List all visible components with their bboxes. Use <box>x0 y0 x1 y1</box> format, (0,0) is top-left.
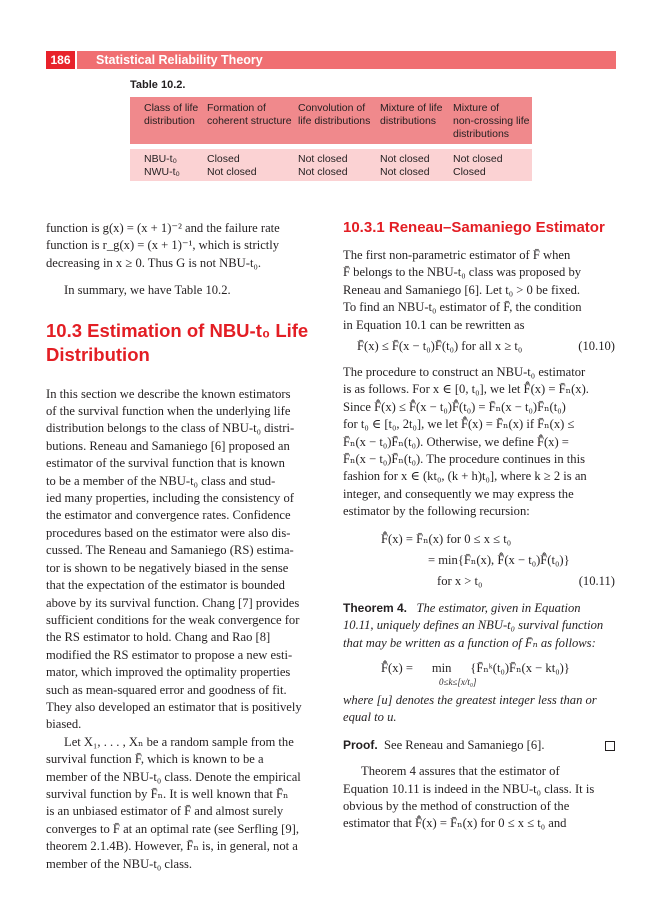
paragraph: Let X₁, . . . , Xₙ be a random sample from the survival function F̄, which is known to be a member of the NBU-t₀ class. Denote the empirical survival function by F̄ₙ. It is well known that F̄ₙ is an unbiased estimator of F̄ and almost surely converges to F̄ at an optimal rate (see Serfling [9], theorem 2.1.4B). However, F̄ₙ is, in general, not a member of the NBU-t₀ class. <box>46 734 301 871</box>
proof: Proof. See Reneau and Samaniego [6]. <box>343 737 615 754</box>
table-caption: Table 10.2. <box>130 79 186 91</box>
table-header-cell: Mixture of non-crossing life distributions <box>453 102 530 140</box>
table-body <box>130 149 532 181</box>
table-cell: Closed Not closed <box>207 153 257 178</box>
equation-10-10: F̄(x) ≤ F̄(x − t₀)F̄(t₀) for all x ≥ t₀ (10.10) <box>357 339 615 354</box>
paragraph: The first non-parametric estimator of F̄ when F̄ belongs to the NBU-t₀ class was proposed by Reneau and Samaniego [6]. Let t₀ > 0 be fixed. To find an NBU-t₀ estimator of F̄, the condition in Equation 10.1 can be rewritten as <box>343 248 582 332</box>
running-header <box>46 51 616 69</box>
paragraph: In this section we describe the known estimators of the survival function when the underlying life distribution belongs to the class of NBU-t₀ distri- butions. Reneau and Samaniego [6] proposed an estimator of the survival function that is known to be a member of the NBU-t₀ class and stud- ied many properties, including the consistency of the estimator and convergence rates. Confidence procedures based on the estimator were also dis- cussed. The Reneau and Samaniego (RS) estima- tor is shown to be negatively biased in the sense that the expectation of the estimator is bounded above by its survival function. Chang [7] provides sufficient conditions for the weak convergence for the RS estimator to hold. Chang and Rao [8] modified the RS estimator to propose a new esti- mator, which improved the optimality properties such as mean-squared error and goodness of fit. They also developed an estimator that is positively biased. <box>46 386 302 732</box>
right-column <box>343 218 615 833</box>
page-number: 186 <box>46 51 75 69</box>
qed-box-icon <box>605 741 615 751</box>
left-column <box>46 220 322 873</box>
section-heading: 10.3 Estimation of NBU-t₀ Life Distribution <box>46 319 309 365</box>
subsection-heading: 10.3.1 Reneau–Samaniego Estimator <box>343 219 605 236</box>
data-table <box>130 97 532 181</box>
equation-10-11: F̄̂(x) = F̄ₙ(x) for 0 ≤ x ≤ t₀ = min{F̄ₙ(x), F̄̂(x − t₀)F̄̂(t₀)} for x > t₀ (10.11) <box>381 531 615 588</box>
paragraph: Theorem 4 assures that the estimator of Equation 10.11 is indeed in the NBU-t₀ class. It is obvious by the method of construction of the estimator that F̄̂(x) = F̄ₙ(x) for 0 ≤ x ≤ t₀ and <box>343 764 595 831</box>
table-header-row <box>130 97 532 144</box>
paragraph: function is g(x) = (x + 1)⁻² and the failure rate function is r_g(x) = (x + 1)⁻¹, which is strictly decreasing in x ≥ 0. Thus G is not NBU-t₀. <box>46 221 280 270</box>
table-header-cell: Class of life distribution <box>144 102 199 127</box>
table-header-cell: Convolution of life distributions <box>298 102 371 127</box>
theorem-4: Theorem 4. The estimator, given in Equation 10.11, uniquely defines an NBU-t₀ survival function that may be written as a function of F̄ₙ as follows: <box>343 600 604 650</box>
table-header-cell: Formation of coherent structure <box>207 102 292 127</box>
table-cell: Not closed Not closed <box>298 153 348 178</box>
table-cell: NBU-t₀ NWU-t₀ <box>144 153 180 178</box>
table-cell: Not closed Closed <box>453 153 503 178</box>
theorem-equation: F̄̂(x) = min {F̄ₙᵏ(t₀)F̄ₙ(x − kt₀)} 0≤k≤[x/t₀] <box>381 660 570 687</box>
paragraph: In summary, we have Table 10.2. <box>64 283 231 298</box>
running-title: Statistical Reliability Theory <box>77 51 616 69</box>
paragraph: The procedure to construct an NBU-t₀ estimator is as follows. For x ∈ [0, t₀], we let F̄̂(x) = F̄ₙ(x). Since F̄̂(x) ≤ F̄̂(x − t₀)F̄̂(t₀) = F̄ₙ(x − t₀)F̄ₙ(t₀) for t₀ ∈ [t₀, 2t₀], we let F̄̂(x) = F̄ₙ(x) if F̄ₙ(x) ≤ F̄ₙ(x − t₀)F̄ₙ(t₀). Otherwise, we define F̄̂(x) = F̄ₙ(x − t₀)F̄ₙ(t₀). The procedure continues in this fashion for x ∈ (kt₀, (k + h)t₀], where k ≥ 2 is an integer, and consequently we may express the estimator by the following recursion: <box>343 365 589 519</box>
table-header-cell: Mixture of life distributions <box>380 102 443 127</box>
theorem-tail: where [u] denotes the greatest integer less than or equal to u. <box>343 692 597 725</box>
table-cell: Not closed Not closed <box>380 153 430 178</box>
